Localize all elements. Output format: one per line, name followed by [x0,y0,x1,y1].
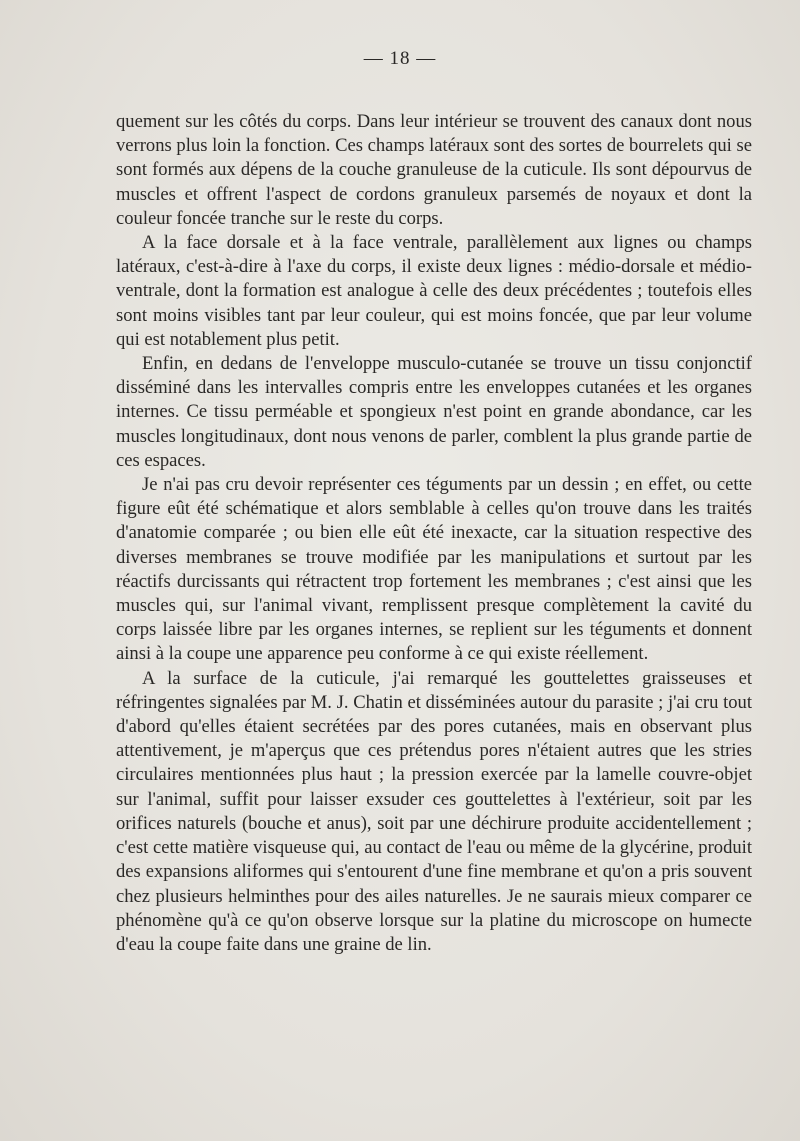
paragraph-5: A la surface de la cuticule, j'ai remarqué les gouttelettes graisseuses et réfringentes signalées par M. J. Chatin et disséminées autour du parasite ; j'ai cru tout d'abord qu'elles étaient secrétées par des pores cutanées, mais en observant plus attentivement, je m'aperçus que ces prétendus pores n'étaient autres que les stries circulaires mentionnées plus haut ; la pression exercée par la lamelle couvre-objet sur l'animal, suffit pour laisser exsuder ces gouttelettes à l'extérieur, soit par les orifices naturels (bouche et anus), soit par une déchirure produite accidentellement ; c'est cette matière visqueuse qui, au contact de l'eau ou même de la glycérine, produit des expansions aliformes qui s'entourent d'une fine membrane et qu'on a pris souvent chez plusieurs helminthes pour des ailes naturelles. Je ne saurais mieux comparer ce phénomène qu'à ce qu'on observe lorsque sur la platine du microscope on humecte d'eau la coupe faite dans une graine de lin. [116,667,752,955]
paragraph-2: A la face dorsale et à la face ventrale, parallèlement aux lignes ou champs latéraux, c'est-à-dire à l'axe du corps, il existe deux lignes : médio-dorsale et médio-ventrale, dont la formation est analogue à celle des deux précédentes ; toutefois elles sont moins visibles tant par leur couleur, qui est moins foncée, que par leur volume qui est notablement plus petit. [116,232,752,350]
body-text [116,110,752,957]
paragraph-1: quement sur les côtés du corps. Dans leur intérieur se trouvent des canaux dont nous verrons plus loin la fonction. Ces champs latéraux sont des sortes de bourrelets qui se sont formés aux dépens de la couche granuleuse de la cuticule. Ils sont dépourvus de muscles et offrent l'aspect de cordons granuleux parsemés de noyaux et dont la couleur foncée tranche sur le reste du corps. [116,111,752,229]
paragraph-3: Enfin, en dedans de l'enveloppe musculo-cutanée se trouve un tissu conjonctif disséminé dans les intervalles compris entre les enveloppes cutanées et les organes internes. Ce tissu perméable et spongieux n'est point en grande abondance, car les muscles longitudinaux, dont nous venons de parler, comblent la plus grande partie de ces espaces. [116,353,752,471]
paragraph-4: Je n'ai pas cru devoir représenter ces téguments par un dessin ; en effet, ou cette figure eût été schématique et alors semblable à celles qu'on trouve dans les traités d'anatomie comparée ; ou bien elle eût été inexacte, car la situation respective des diverses membranes se trouve modifiée par les manipulations et surtout par les réactifs durcissants qui rétractent trop fortement les membranes ; c'est ainsi que les muscles qui, sur l'animal vivant, remplissent presque complètement la cavité du corps laissée libre par les organes internes, se replient sur les téguments et donnent ainsi à la coupe une apparence peu conforme à ce qui existe réellement. [116,474,752,665]
page-number: — 18 — [363,48,437,69]
